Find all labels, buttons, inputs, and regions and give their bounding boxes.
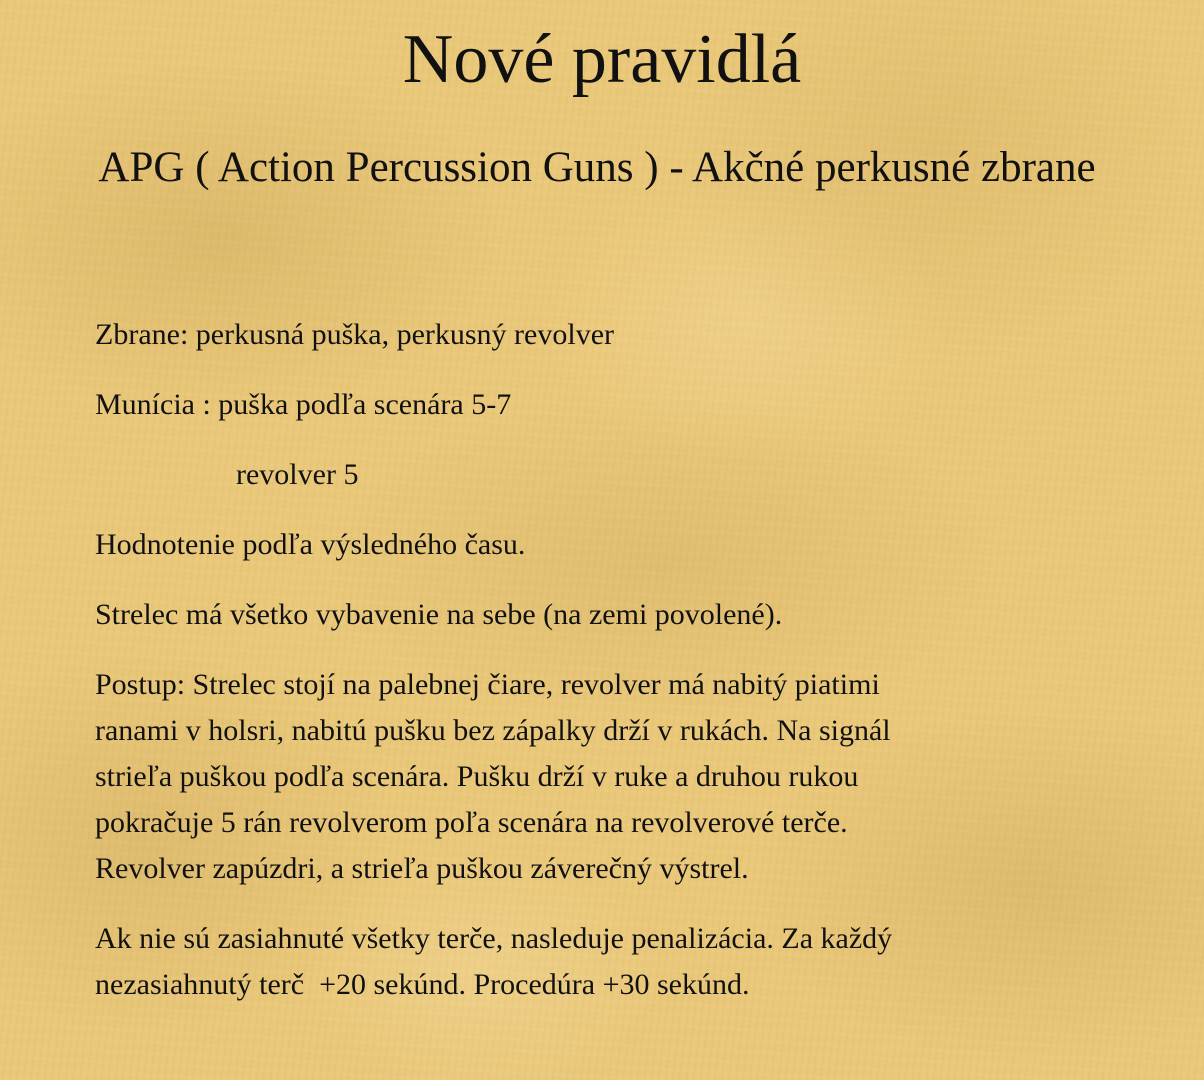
page-subtitle: APG ( Action Percussion Guns ) - Akčné perkusné zbrane bbox=[98, 144, 1096, 191]
procedure-line: Revolver zapúzdri, a strieľa puškou záverečný výstrel. bbox=[95, 852, 749, 885]
procedure-line: strieľa puškou podľa scenára. Pušku drží v ruke a druhou rukou bbox=[95, 760, 859, 793]
weapons-text: Zbrane: perkusná puška, perkusný revolver bbox=[95, 318, 614, 351]
equipment-text: Strelec má všetko vybavenie na sebe (na zemi povolené). bbox=[95, 598, 783, 631]
page-title: Nové pravidlá bbox=[402, 21, 802, 98]
ammo-rifle-text: Munícia : puška podľa scenára 5-7 bbox=[95, 388, 512, 421]
ammo-revolver-text: revolver 5 bbox=[236, 458, 359, 491]
procedure-line: ranami v holsri, nabitú pušku bez zápalky drží v rukách. Na signál bbox=[95, 714, 891, 747]
procedure-line: Postup: Strelec stojí na palebnej čiare, revolver má nabitý piatimi bbox=[95, 668, 880, 701]
penalty-line: Ak nie sú zasiahnuté všetky terče, nasleduje penalizácia. Za každý bbox=[95, 922, 893, 955]
penalty-line: nezasiahnutý terč +20 sekúnd. Procedúra +30 sekúnd. bbox=[95, 968, 750, 1001]
procedure-line: pokračuje 5 rán revolverom poľa scenára na revolverové terče. bbox=[95, 806, 848, 839]
scoring-text: Hodnotenie podľa výsledného času. bbox=[95, 528, 526, 561]
procedure-paragraph bbox=[95, 662, 1075, 892]
penalty-paragraph bbox=[95, 916, 1075, 1008]
rules-content bbox=[95, 312, 1075, 1008]
